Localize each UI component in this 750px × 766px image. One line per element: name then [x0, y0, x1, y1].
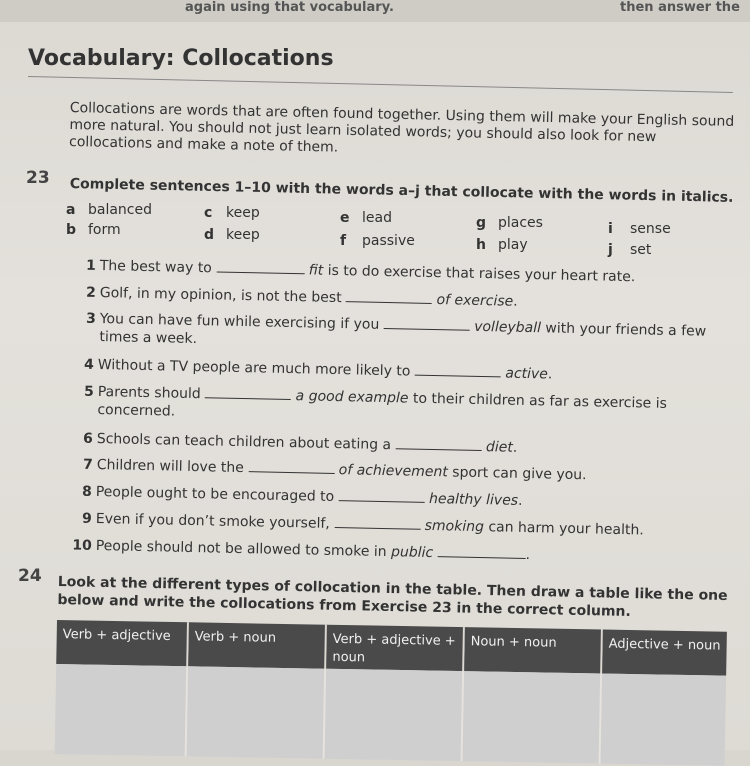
- table-cell[interactable]: [187, 666, 327, 758]
- intro-paragraph: Collocations are words that are often found together. Using them will make your English sound more natural. You should not just learn isolated words; you should also look for new collocations and make a note of them.: [68, 100, 735, 156]
- answer-blank[interactable]: [346, 289, 432, 304]
- top-strip-left-text: again using that vocabulary.: [185, 0, 394, 15]
- heading-rule: [28, 76, 733, 93]
- option-j: j set: [608, 242, 652, 258]
- option-i: i sense: [608, 221, 671, 237]
- collocation-table: [55, 620, 727, 762]
- option-g: g places: [476, 215, 543, 231]
- answer-blank[interactable]: [384, 316, 470, 331]
- table-body-row: [55, 664, 726, 766]
- sentence-3: 3 You can have fun while exercising if you volleyball with your friends a few times a week.: [85, 310, 707, 348]
- column-header-noun-noun: Noun + noun: [464, 627, 603, 673]
- exercise-24-instruction: Look at the different types of collocation in the table. Then draw a table like the one below and write the collocations from Exercise 23 in the correct column.: [57, 573, 728, 621]
- answer-blank[interactable]: [205, 385, 291, 400]
- exercise-23-instruction-wrap: [70, 176, 734, 206]
- sentence-8: 8 People ought to be encouraged to healthy lives.: [81, 483, 523, 509]
- answer-blank[interactable]: [339, 488, 425, 503]
- answer-blank[interactable]: [395, 436, 481, 451]
- answer-blank[interactable]: [216, 259, 304, 274]
- option-c: c keep: [204, 205, 260, 221]
- answer-blank[interactable]: [438, 544, 526, 559]
- answer-blank[interactable]: [334, 515, 420, 530]
- previous-page-strip: [0, 0, 750, 22]
- answer-blank[interactable]: [248, 459, 334, 474]
- column-header-adjective-noun: Adjective + noun: [602, 630, 727, 676]
- option-f: f passive: [340, 233, 415, 249]
- table-cell[interactable]: [601, 674, 727, 766]
- column-header-verb-adjective: Verb + adjective: [56, 620, 189, 666]
- option-h: h play: [476, 237, 528, 253]
- sentence-1: 1 The best way to fit is to do exercise that raises your heart rate.: [85, 257, 636, 286]
- sentence-9: 9 Even if you don’t smoke yourself, smoking can harm your health.: [81, 510, 644, 539]
- option-a: a balanced: [66, 202, 153, 218]
- exercise-23-instruction: Complete sentences 1–10 with the words a–j that collocate with the words in italics.: [69, 176, 734, 206]
- column-header-verb-noun: Verb + noun: [188, 622, 327, 668]
- option-e: e lead: [340, 210, 392, 226]
- table-cell[interactable]: [325, 669, 465, 761]
- answer-blank[interactable]: [415, 363, 501, 378]
- option-d: d keep: [204, 227, 260, 243]
- exercise-23-number: 23: [26, 168, 50, 188]
- sentence-2: 2 Golf, in my opinion, is not the best of exercise.: [85, 284, 518, 310]
- sentence-5: 5 Parents should a good example to their children as far as exercise is concerned.: [83, 383, 668, 420]
- table-cell[interactable]: [55, 664, 189, 756]
- section-heading: Vocabulary: Collocations: [28, 46, 334, 71]
- exercise-24-number: 24: [18, 566, 42, 586]
- sentence-6: 6 Schools can teach children about eating a diet.: [82, 430, 518, 456]
- top-strip-right-text: then answer the: [620, 0, 740, 15]
- sentence-4: 4 Without a TV people are much more likely to active.: [83, 356, 553, 383]
- column-header-verb-adjective-noun: Verb + adjective + noun: [326, 625, 465, 671]
- exercise-24-instruction-wrap: [57, 573, 738, 623]
- option-b: b form: [66, 222, 121, 238]
- sentence-10: 10 People should not be allowed to smoke in public .: [72, 537, 531, 564]
- sentence-7: 7 Children will love the of achievement sport can give you.: [82, 456, 587, 484]
